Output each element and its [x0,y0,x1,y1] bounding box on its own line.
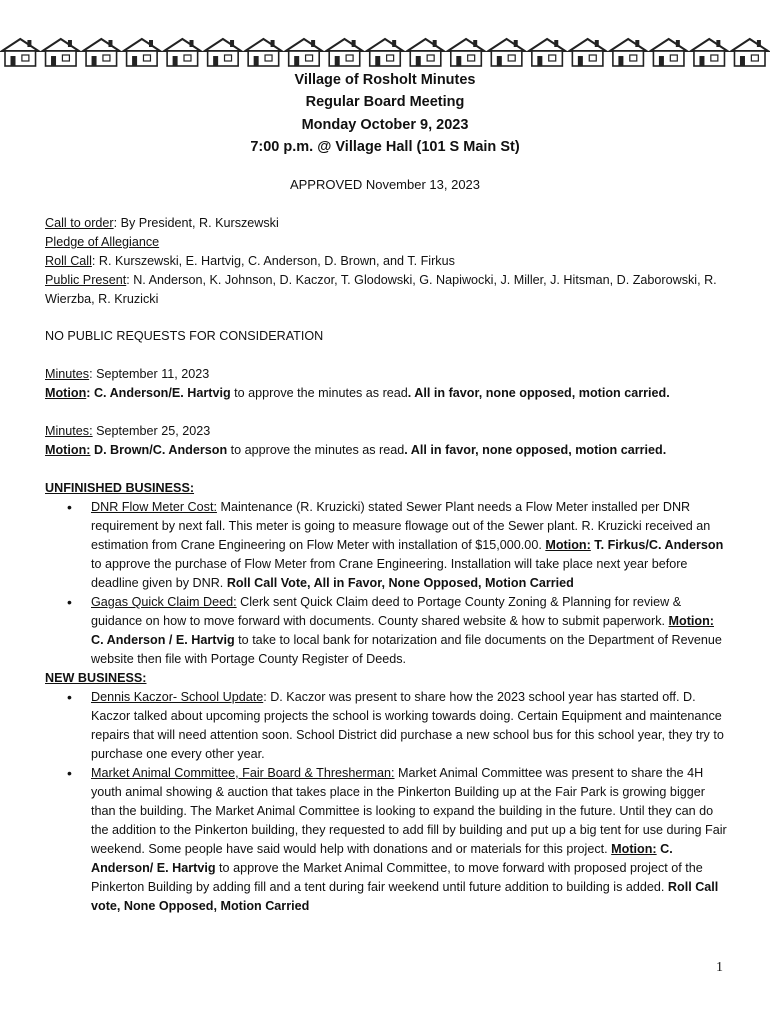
motion-label: Motion: [45,443,91,457]
house-row-icon [0,36,770,72]
house-icon [43,39,80,66]
house-icon [205,39,242,66]
motion-text: to approve the minutes as read [230,386,408,400]
list-item [45,498,727,593]
public-present [45,271,727,309]
page-number: 1 [716,960,723,975]
minutes-sept-11 [45,365,727,403]
title-line-1: Village of Rosholt Minutes [294,72,476,88]
roll-call [45,252,727,271]
approved-date: APPROVED November 13, 2023 [289,177,481,192]
call-to-order [45,214,727,233]
item-label: Dennis Kaczor- School Update [91,690,264,704]
motion-text: to take to local bank for notarization and file documents on the Department of Revenue website then file with Portage County Register of Deeds. [91,633,722,666]
item-label: Gagas Quick Claim Deed: [91,595,237,609]
list-item [45,593,727,669]
item-label: Market Animal Committee, Fair Board & Thresherman: [91,766,395,780]
motion-text: to approve the purchase of Flow Meter from Crane Engineering. Installation will take place next year before deadline given by DNR. [91,557,688,590]
house-icon [691,39,728,66]
new-business-list [45,688,727,916]
motion-result: Roll Call vote, None Opposed, Motion Carried [91,880,719,913]
call-to-order-text: : By President, R. Kurszewski [113,216,279,230]
house-icon [650,39,687,66]
house-icon [529,39,566,66]
no-public-requests: NO PUBLIC REQUESTS FOR CONSIDERATION [45,329,324,343]
house-border [0,36,770,72]
item-label: DNR Flow Meter Cost: [91,500,217,514]
title-line-3: Monday October 9, 2023 [301,116,469,133]
house-icon [2,39,39,66]
motion-label: Motion: [611,842,657,856]
motion-by: C. Anderson / E. Hartvig [91,633,235,647]
title-line-4: 7:00 p.m. @ Village Hall (101 S Main St) [250,138,520,155]
motion-result: Roll Call Vote, All in Favor, None Opposed, Motion Carried [226,576,574,590]
house-icon [164,39,201,66]
house-icon [610,39,647,66]
motion-label: Motion: [545,538,591,552]
minutes-date: : September 11, 2023 [89,367,210,381]
item-text: : D. Kaczor was present to share how the 2023 school year has started off. D. Kaczor talked about upcoming projects the school is working towards doing. Certain Equipment and maintenance repairs that will need attention soon. School District did purchase a new school bus for this school year, they try to purchase one every other year. [91,690,724,761]
house-icon [731,39,768,66]
motion-label: Motion [45,386,87,400]
page-title [0,69,770,158]
item-text: Clerk sent Quick Claim deed to Portage County Zoning & Planning for review & guidance on how to move forward with documents. County shared website & how to submit paperwork. [91,595,682,628]
house-icon [245,39,282,66]
house-icon [124,39,161,66]
list-item [45,764,727,916]
minutes-label: Minutes: [45,424,93,438]
minutes-sept-25 [45,422,727,460]
house-icon [488,39,525,66]
business-section [45,479,727,916]
pledge-label: Pledge of Allegiance [45,235,160,249]
house-icon [326,39,363,66]
pledge [45,233,727,252]
unfinished-business-list [45,498,727,669]
item-text: Maintenance (R. Kruzicki) stated Sewer Plant needs a Flow Meter installed per DNR requirement by next fall. This meter is going to measure flowage out of the Sewer plant. R. Kruzicki received an estimation from Crane Engineering on Flow Meter with installation of $15,000.00. [91,500,711,552]
title-line-2: Regular Board Meeting [305,94,465,111]
minutes-label: Minutes [45,367,90,381]
motion-result: . All in favor, none opposed, motion carried. [407,386,670,400]
unfinished-business-heading: UNFINISHED BUSINESS: [45,481,195,495]
public-present-label: Public Present [45,273,127,287]
public-present-text: : N. Anderson, K. Johnson, D. Kaczor, T. Glodowski, G. Napiwocki, J. Miller, J. Hitsman, D. Zaborowski, R. Wierzba, R. Kruzicki [45,273,717,306]
call-to-order-label: Call to order [45,216,114,230]
house-icon [367,39,404,66]
new-business-heading: NEW BUSINESS: [45,671,147,685]
motion-text: to approve the Market Animal Committee, to move forward with proposed project of the Pinkerton Building by adding fill and a tent during fair weekend until future addition to building is added. [91,861,703,894]
motion-by: T. Firkus/C. Anderson [590,538,724,552]
motion-result: . All in favor, none opposed, motion carried. [404,443,667,457]
motion-by: C. Anderson/ E. Hartvig [91,842,673,875]
house-icon [407,39,444,66]
minutes-date: September 25, 2023 [92,424,211,438]
motion-by: D. Brown/C. Anderson [90,443,228,457]
motion-text: to approve the minutes as read [227,443,405,457]
roll-call-text: : R. Kurszewski, E. Hartvig, C. Anderson, D. Brown, and T. Firkus [91,254,455,268]
house-icon [569,39,606,66]
item-text: Market Animal Committee was present to share the 4H youth animal showing & auction that takes place in the Pinkerton Building up at the Fair Park is growing bigger than the building. The Market Animal Committee is looking to expand the building in the future. Until they can do the addition to the Pinkerton building, they requested to add fill by building and put up a big tent for use during Fair weekend. Some people have said would help with donations and or materials for this project. [91,766,727,856]
motion-label: Motion: [668,614,714,628]
house-icon [286,39,323,66]
list-item [45,688,727,764]
house-icon [448,39,485,66]
house-icon [83,39,120,66]
motion-by: : C. Anderson/E. Hartvig [86,386,231,400]
roll-call-label: Roll Call [45,254,92,268]
opening-section [45,214,727,309]
